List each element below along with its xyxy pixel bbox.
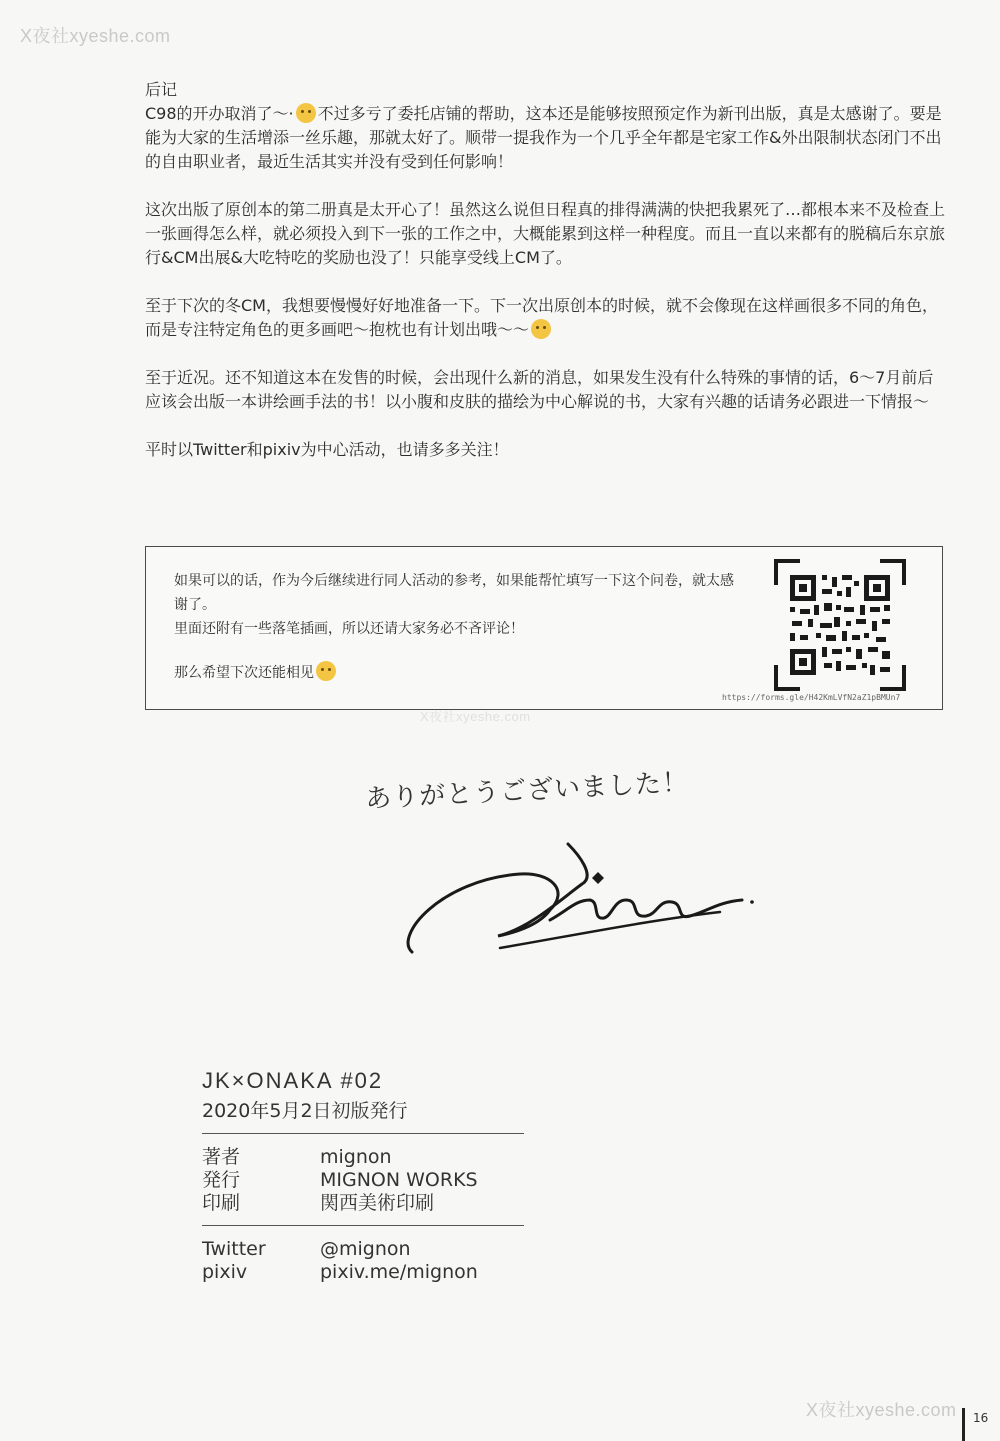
survey-notice-line-2: 里面还附有一些落笔插画，所以还请大家务必不吝评论！ <box>174 621 524 637</box>
afterword-paragraph-1 <box>145 102 945 174</box>
link-key: pixiv <box>202 1261 248 1283</box>
party-emoji-icon <box>531 319 551 339</box>
qr-corner-icon <box>880 559 906 585</box>
colophon <box>202 1068 524 1284</box>
survey-notice-text <box>174 569 744 685</box>
link-row-twitter <box>202 1238 524 1261</box>
twitter-handle-link[interactable]: @mignon <box>320 1238 411 1260</box>
survey-notice-closing <box>174 661 744 685</box>
credit-row-printer <box>202 1192 524 1215</box>
qr-corner-icon <box>774 665 800 691</box>
credit-key: 著者 <box>202 1146 241 1168</box>
link-key: Twitter <box>202 1238 266 1260</box>
credit-value: MIGNON WORKS <box>320 1169 478 1191</box>
wink-emoji-icon <box>316 661 336 681</box>
afterword-paragraph-4: 至于近况。还不知道这本在发售的时候，会出现什么新的消息，如果发生没有什么特殊的事情的话，6～7月前后应该会出版一本讲绘画手法的书！以小腹和皮肤的描绘为中心解说的书，大家有兴趣的话请务必跟进一下情报～ <box>145 368 934 411</box>
credit-row-publisher <box>202 1169 524 1192</box>
closing-text: 那么希望下次还能相见 <box>174 665 314 681</box>
signature-text: mignon. <box>400 840 405 841</box>
colophon-divider <box>202 1225 524 1226</box>
colophon-divider <box>202 1133 524 1134</box>
crying-emoji-icon <box>296 103 316 123</box>
survey-url[interactable]: https://forms.gle/H42KmLVfN2aZ1pBMUn7 <box>722 693 901 702</box>
link-row-pixiv <box>202 1261 524 1284</box>
afterword-p1-rest: 不过多亏了委托店铺的帮助，这本还是能够按照预定作为新刊出版，真是太感谢了。要是能为大家的生活增添一丝乐趣，那就太好了。顺带一提我作为一个几乎全年都是宅家工作&外出限制状态闭门不出的自由职业者，最近生活其实并没有受到任何影响！ <box>145 104 942 171</box>
survey-notice-line-1: 如果可以的话，作为今后继续进行同人活动的参考，如果能帮忙填写一下这个问卷，就太感谢了。 <box>174 573 734 613</box>
credit-row-author <box>202 1146 524 1169</box>
credit-value: mignon <box>320 1146 392 1168</box>
watermark-top: X夜社xyeshe.com <box>20 26 171 46</box>
pixiv-link[interactable]: pixiv.me/mignon <box>320 1261 478 1283</box>
thanks-message: ありがとうございました！ <box>364 767 690 815</box>
page-number: 16 <box>962 1408 988 1441</box>
afterword-p3-text: 至于下次的冬CM，我想要慢慢好好地准备一下。下一次出原创本的时候，就不会像现在这样画很多不同的角色，而是专注特定角色的更多画吧～抱枕也有计划出哦～～ <box>145 296 938 339</box>
credit-value: 関西美術印刷 <box>320 1192 435 1214</box>
qr-corner-icon <box>774 559 800 585</box>
afterword-section <box>145 78 945 486</box>
afterword-paragraph-3 <box>145 294 945 342</box>
afterword-p1-start: C98的开办取消了～· <box>145 104 294 123</box>
afterword-paragraph-2: 这次出版了原创本的第二册真是太开心了！虽然这么说但日程真的排得满满的快把我累死了…都根本来不及检查上一张画得怎么样，就必须投入到下一张的工作之中，大概能累到这样一种程度。而且一直以来都有的脱稿后东京旅行&CM出展&大吃特吃的奖励也没了！只能享受线上CM了。 <box>145 200 946 267</box>
watermark-bottom: X夜社xyeshe.com <box>806 1400 957 1420</box>
survey-notice-box <box>145 546 943 710</box>
qr-corner-icon <box>880 665 906 691</box>
afterword-title: 后记 <box>145 80 178 99</box>
survey-qr-code[interactable] <box>774 559 906 691</box>
credit-key: 印刷 <box>202 1192 241 1214</box>
publication-date: 2020年5月2日初版発行 <box>202 1100 408 1122</box>
book-title: JK×ONAKA #02 <box>202 1068 384 1093</box>
mignon-signature-icon <box>400 840 760 970</box>
credit-key: 発行 <box>202 1169 241 1191</box>
afterword-paragraph-5: 平时以Twitter和pixiv为中心活动，也请多多关注！ <box>145 440 509 459</box>
watermark-middle: X夜社xyeshe.com <box>420 709 531 724</box>
